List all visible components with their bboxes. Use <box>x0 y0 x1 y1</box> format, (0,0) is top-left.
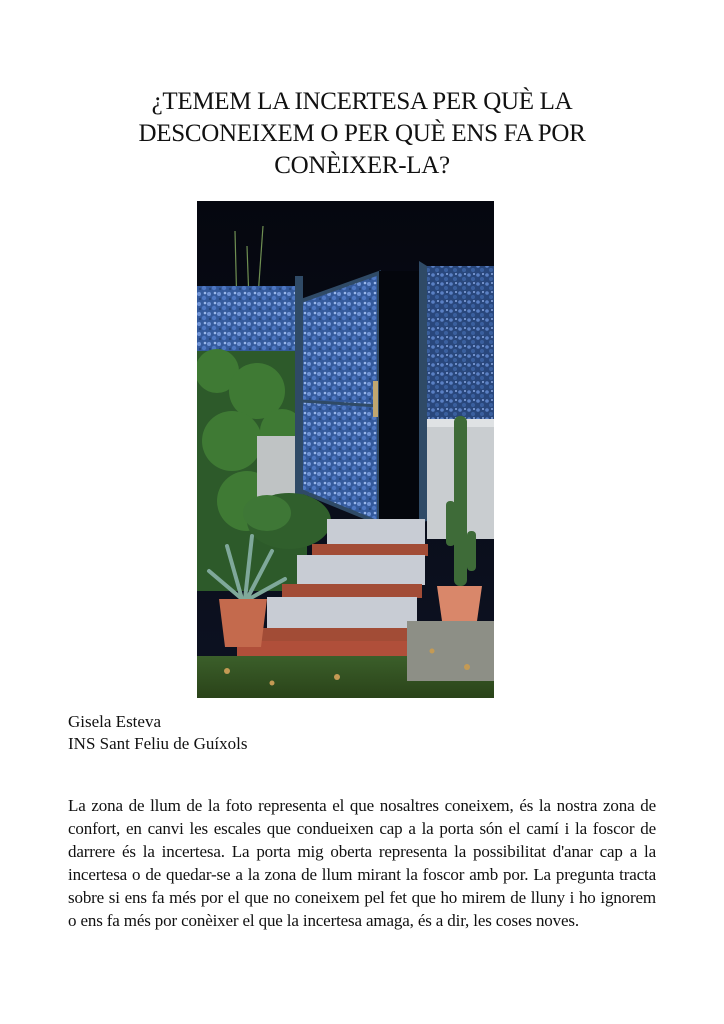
title-line-2: DESCONEIXEM O PER QUÈ ENS FA POR <box>138 120 586 147</box>
cactus-pot <box>437 586 482 621</box>
right-hedge <box>427 266 494 421</box>
photo-open-door-at-night <box>197 201 494 698</box>
open-door-left <box>301 273 379 523</box>
title-line-1: ¿TEMEM LA INCERTESA PER QUÈ LA <box>151 88 573 115</box>
title-line-3: CONÈIXER-LA? <box>274 152 450 179</box>
author-name: Gisela Esteva <box>68 712 161 731</box>
open-door-right <box>419 261 427 523</box>
dark-doorway <box>379 271 425 521</box>
agave-pot <box>219 599 267 647</box>
author-school: INS Sant Feliu de Guíxols <box>68 734 248 753</box>
description-paragraph: La zona de llum de la foto representa el que nosaltres coneixem, és la nostra zona de confort, en canvi les escales que condueixen cap a la porta són el camí i la foscor de darrere és la incertesa. La porta mig oberta representa la possibilitat d'anar cap a la incertesa o de quedar-se a la zona de llum mirant la foscor amb por. La pregunta tracta sobre si ens fa més por el que no coneixem pel fet que ho mirem de lluny i ho ignorem o ens fa més por conèixer el que la incertesa amaga, és a dir, les coses noves. <box>68 796 656 930</box>
door-handle <box>373 381 378 417</box>
author-block <box>68 711 247 755</box>
stone-paving <box>407 621 494 681</box>
page-title <box>70 86 654 182</box>
